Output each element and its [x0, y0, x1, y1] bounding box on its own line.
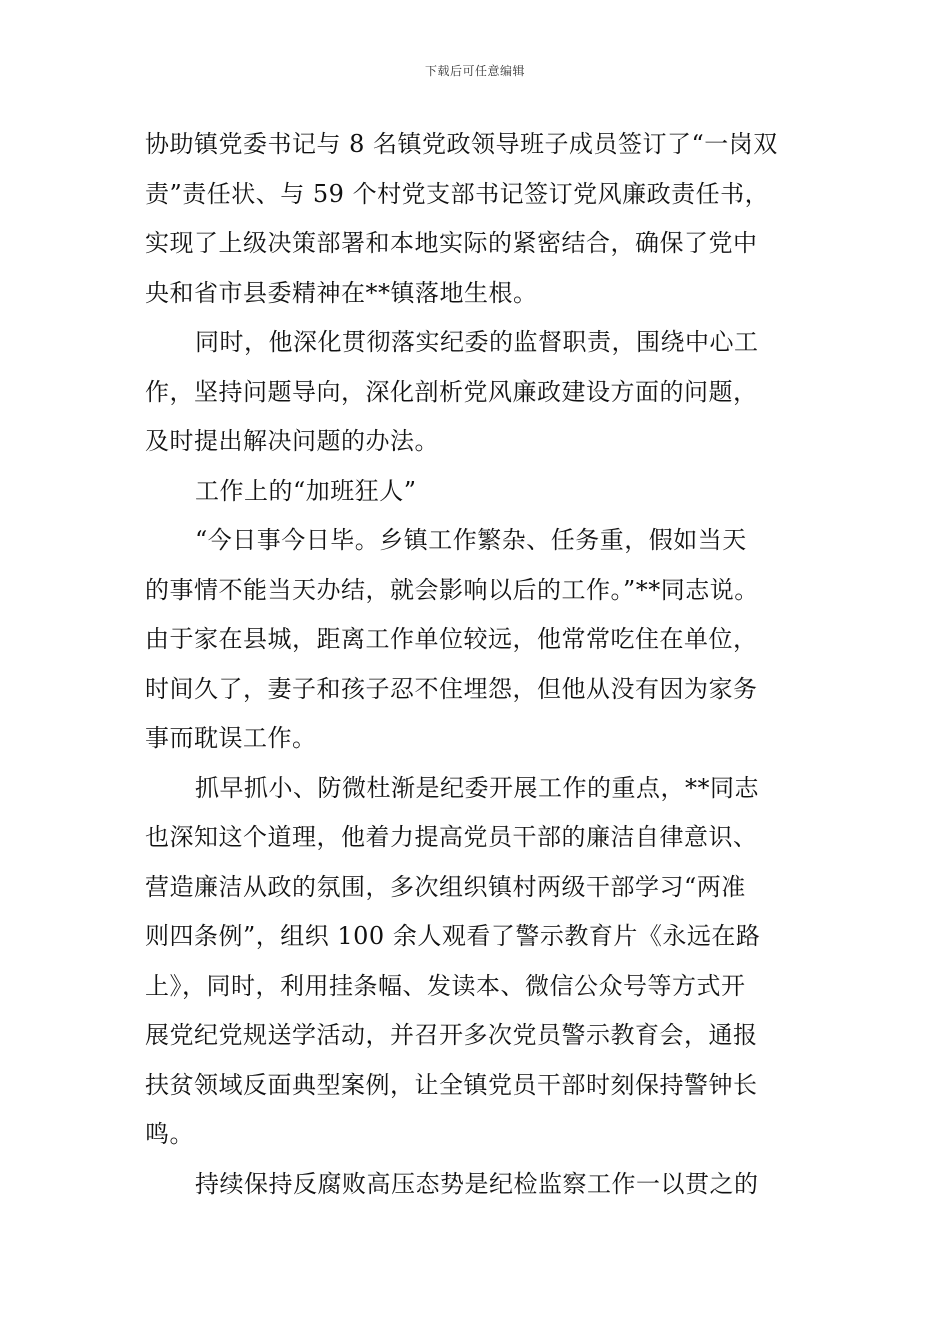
text-line: 则四条例”，组织 100 余人观看了警示教育片《永远在路 — [145, 922, 761, 950]
text-line: 及时提出解决问题的办法。 — [145, 427, 439, 455]
text-line: 的事情不能当天办结，就会影响以后的工作。”**同志说。 — [145, 575, 759, 604]
document-body — [145, 129, 813, 1218]
text-line: 抓早抓小、防微杜渐是纪委开展工作的重点，**同志 — [195, 773, 759, 802]
text-line: 事而耽误工作。 — [145, 724, 317, 752]
text-line: 展党纪党规送学活动，并召开多次党员警示教育会，通报 — [145, 1021, 758, 1049]
text-line: 也深知这个道理，他着力提高党员干部的廉洁自律意识、 — [145, 823, 758, 851]
text-line: 协助镇党委书记与 8 名镇党政领导班子成员签订了“一岗双 — [145, 130, 778, 158]
text-line: 作，坚持问题导向，深化剖析党风廉政建设方面的问题， — [145, 377, 758, 406]
text-line: 实现了上级决策部署和本地实际的紧密结合，确保了党中 — [145, 229, 758, 257]
section-heading: 工作上的“加班狂人” — [195, 476, 417, 505]
text-line: 由于家在县城，距离工作单位较远，他常常吃住在单位， — [145, 625, 758, 653]
text-line: 鸣。 — [145, 1120, 194, 1148]
text-line: “今日事今日毕。乡镇工作繁杂、任务重，假如当天 — [195, 526, 747, 554]
text-line: 上》，同时，利用挂条幅、发读本、微信公众号等方式开 — [145, 971, 746, 1000]
text-line: 营造廉洁从政的氛围，多次组织镇村两级干部学习“两准 — [145, 872, 746, 901]
text-line: 同时，他深化贯彻落实纪委的监督职责，围绕中心工 — [195, 328, 759, 356]
text-line: 央和省市县委精神在**镇落地生根。 — [145, 278, 538, 307]
text-line: 持续保持反腐败高压态势是纪检监察工作一以贯之的 — [195, 1169, 759, 1198]
text-line: 责”责任状、与 59 个村党支部书记签订党风廉政责任书， — [145, 179, 770, 208]
page-header: 下载后可任意编辑 — [424, 64, 525, 78]
text-line: 扶贫领域反面典型案例，让全镇党员干部时刻保持警钟长 — [145, 1070, 758, 1099]
text-line: 时间久了，妻子和孩子忍不住埋怨，但他从没有因为家务 — [145, 674, 758, 703]
